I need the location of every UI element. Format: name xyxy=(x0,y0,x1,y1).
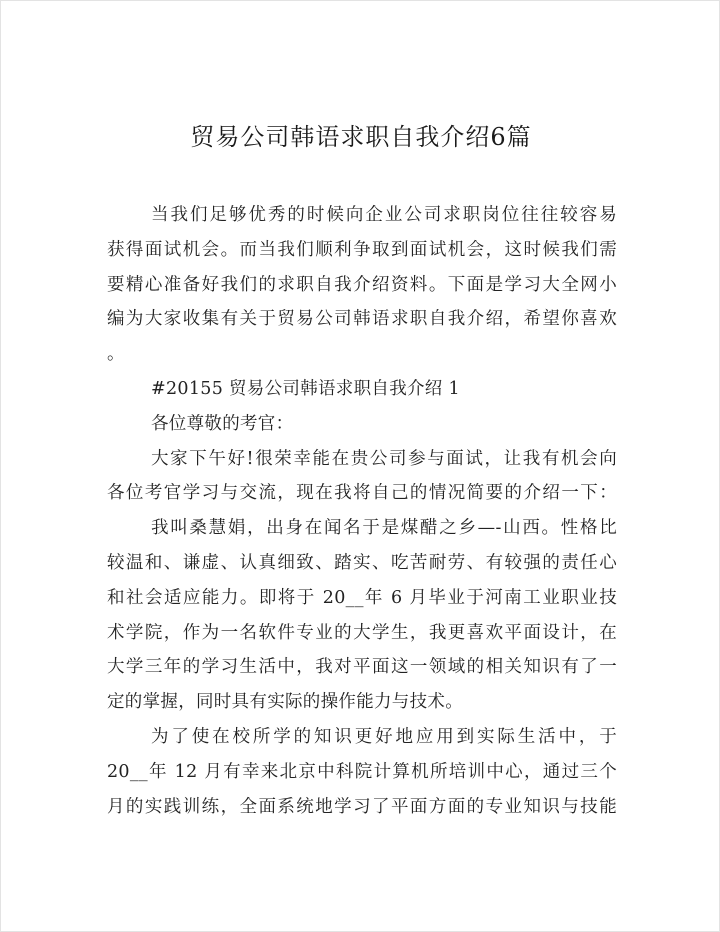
paragraph-line: 和社会适应能力。即将于 20__年 6 月毕业于河南工业职业技 xyxy=(107,587,617,608)
document-body xyxy=(107,198,617,824)
paragraph-line: 我叫桑慧娟，出身在闻名于是煤醋之乡—-山西。性格比 xyxy=(151,518,617,539)
document-title: 贸易公司韩语求职自我介绍6篇 xyxy=(190,123,532,151)
salutation: 各位尊敬的考官： xyxy=(151,413,294,434)
paragraph-line: 月的实践训练，全面系统地学习了平面方面的专业知识与技能 xyxy=(107,796,617,817)
paragraph-line: 较温和、谦虚、认真细致、踏实、吃苦耐劳、有较强的责任心 xyxy=(107,552,617,573)
paragraph-line: 为了使在校所学的知识更好地应用到实际生活中，于 xyxy=(151,726,617,747)
paragraph-line: 术学院，作为一名软件专业的大学生，我更喜欢平面设计，在 xyxy=(107,622,617,643)
section-heading: #20155 贸易公司韩语求职自我介绍 1 xyxy=(151,378,460,399)
paragraph-line: 要精心准备好我们的求职自我介绍资料。下面是学习大全网小 xyxy=(107,274,617,295)
paragraph-line: 编为大家收集有关于贸易公司韩语求职自我介绍，希望你喜欢 xyxy=(107,309,617,330)
paragraph-line: 定的掌握，同时具有实际的操作能力与技术。 xyxy=(107,692,463,713)
paragraph-line: 当我们足够优秀的时候向企业公司求职岗位往往较容易 xyxy=(151,205,617,225)
paragraph-line: 大家下午好!很荣幸能在贵公司参与面试，让我有机会向 xyxy=(151,448,617,469)
paragraph-line: 各位考官学习与交流，现在我将自己的情况简要的介绍一下： xyxy=(107,483,617,504)
paragraph-line: 20__年 12 月有幸来北京中科院计算机所培训中心，通过三个 xyxy=(107,761,617,782)
paragraph-line: 。 xyxy=(107,344,125,365)
paragraph-line: 大学三年的学习生活中，我对平面这一领域的相关知识有了一 xyxy=(107,657,617,678)
paragraph-line: 获得面试机会。而当我们顺利争取到面试机会，这时候我们需 xyxy=(107,239,617,260)
